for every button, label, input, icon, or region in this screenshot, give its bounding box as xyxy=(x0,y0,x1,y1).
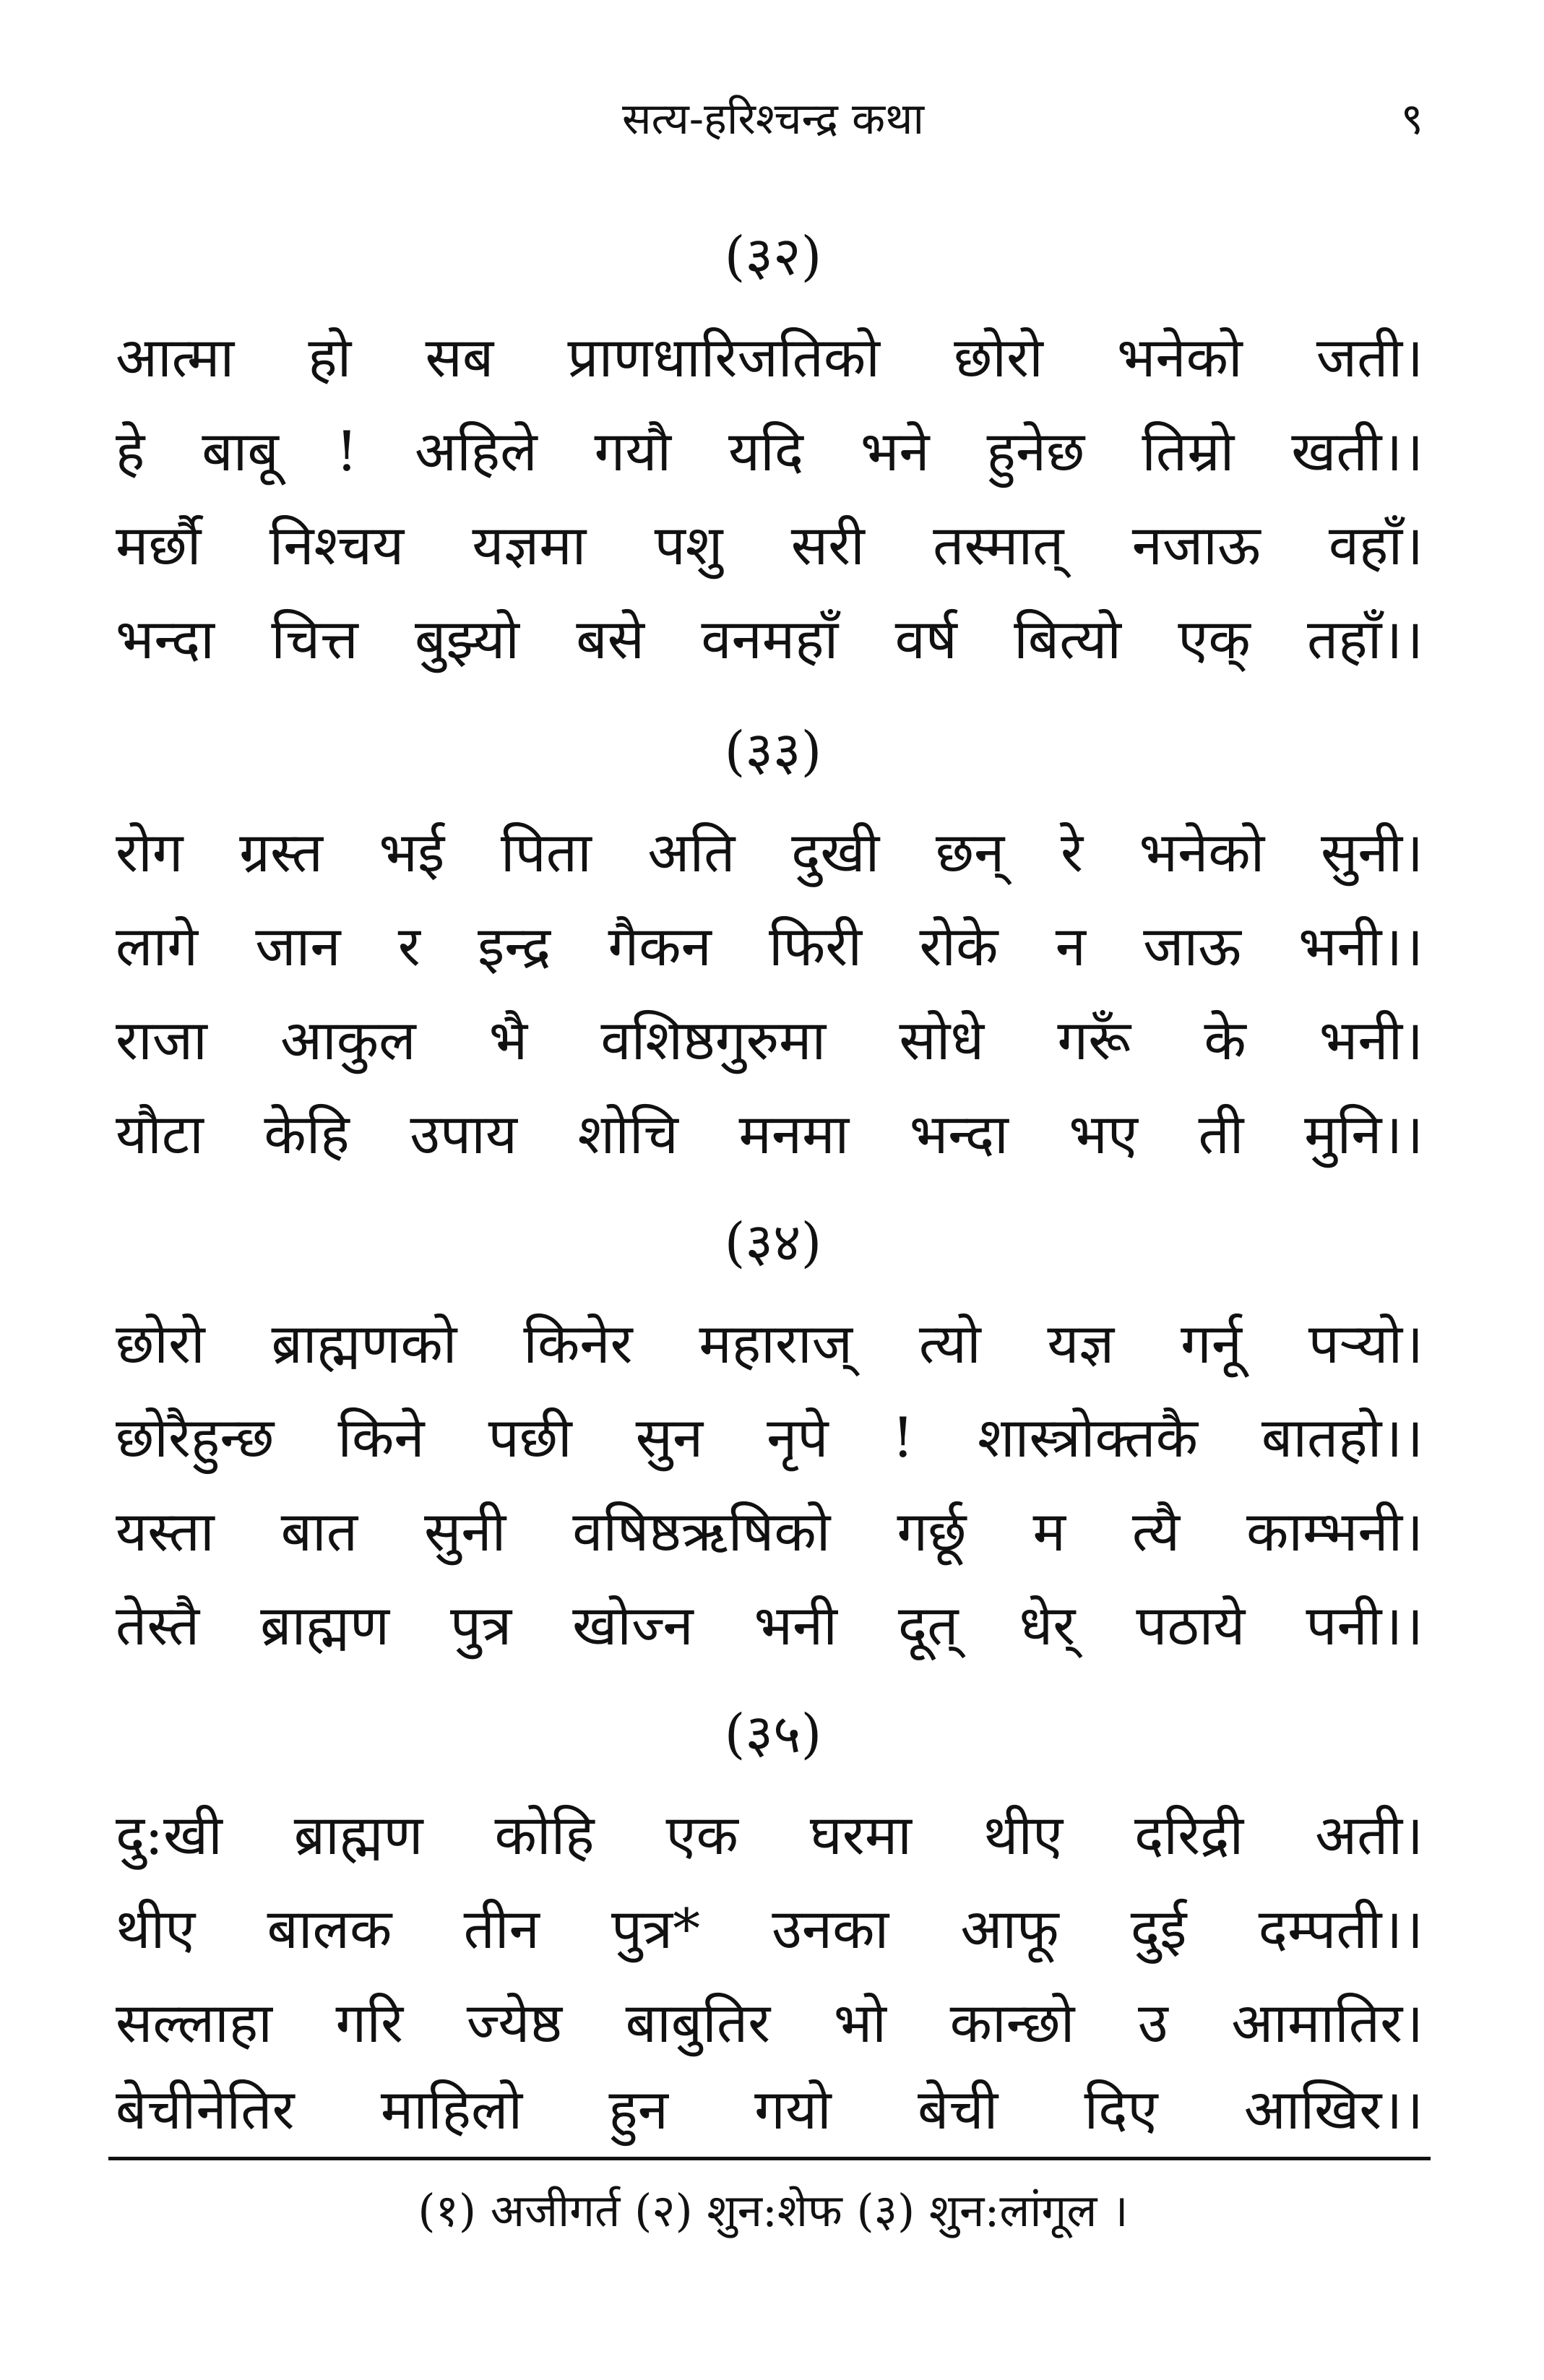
stanza-number: (३४) xyxy=(724,1212,822,1274)
verse-line: राजा आकुल भै वशिष्ठगुरुमा सोधे गरूँ के भनी। xyxy=(116,1008,1423,1072)
verse-line: यौटा केहि उपाय शोचि मनमा भन्दा भए ती मुनि।। xyxy=(116,1102,1423,1166)
verse-line: बेचीनेतिर माहिलो हुन गयो बेची दिए आखिर।। xyxy=(116,2077,1423,2142)
footnote-divider xyxy=(108,2157,1431,2160)
verse-line: मर्छौ निश्चय यज्ञमा पशु सरी तस्मात् नजाऊ वहाँ। xyxy=(116,513,1423,577)
verse-line: थीए बालक तीन पुत्र* उनका आफू दुई दम्पती।। xyxy=(116,1897,1423,1961)
verse-line: यस्ता बात सुनी वषिष्ठऋषिको गर्छू म त्यै काम्भनी। xyxy=(116,1499,1423,1564)
page-header xyxy=(108,87,1438,152)
verse-line: छोरो ब्राह्मणको किनेर महाराज् त्यो यज्ञ गर्नू पर्‍यो। xyxy=(116,1311,1423,1376)
verse-line: दु:खी ब्राह्मण कोहि एक घरमा थीए दरिद्री अती। xyxy=(116,1803,1423,1867)
verse-line: आत्मा हो सब प्राणधारिजतिको छोरो भनेको जती। xyxy=(116,325,1423,389)
running-title: सत्य-हरिश्चन्द्र कथा xyxy=(621,94,924,145)
stanza-number: (३५) xyxy=(724,1703,822,1765)
verse-line: तेस्तै ब्राह्मण पुत्र खोज्न भनी दूत् धेर् पठाये पनी।। xyxy=(116,1593,1423,1657)
verse-line: छोरैहुन्छ किने पछी सुन नृपे ! शास्त्रोक्तकै बातहो।। xyxy=(116,1405,1423,1470)
verse-line: सल्लाहा गरि ज्येष्ठ बाबुतिर भो कान्छो उ आमातिर। xyxy=(116,1991,1423,2055)
verse-line: लागे जान र इन्द्र गैकन फिरी रोके न जाऊ भनी।। xyxy=(116,914,1423,978)
verse-line: हे बाबू ! अहिले गयौ यदि भने हुनेछ तिम्रो खती।। xyxy=(116,419,1423,483)
stanza-number: (३२) xyxy=(724,225,822,288)
verse-line: रोग ग्रस्त भई पिता अति दुखी छन् रे भनेको सुनी। xyxy=(116,820,1423,884)
footnote: (१) अजीगर्त (२) शुन:शेफ (३) शुन:लांगूल । xyxy=(418,2184,1129,2237)
stanza-number: (३३) xyxy=(724,720,822,782)
page-number: ९ xyxy=(1400,94,1423,145)
verse-line: भन्दा चित्त बुझ्यो बसे वनमहाँ वर्ष बित्यो एक् तहाँ।। xyxy=(116,607,1423,671)
